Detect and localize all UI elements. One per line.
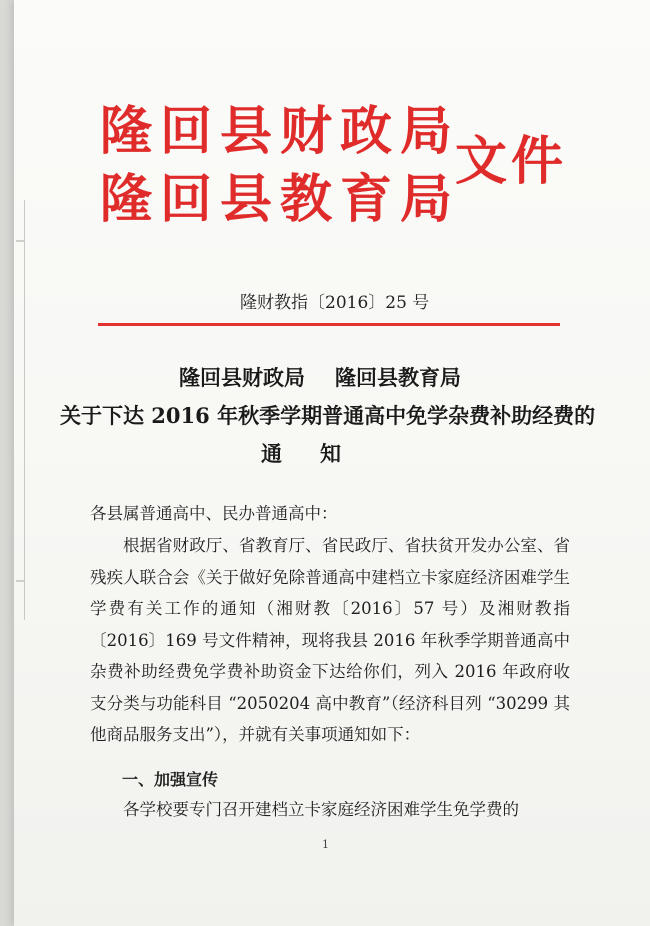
- page-number: 1: [322, 838, 329, 851]
- section-heading-1: 一、加强宣传: [122, 770, 219, 789]
- title-issuer-2: 隆回县教育局: [335, 365, 461, 390]
- binding-edge: [14, 200, 25, 620]
- red-divider: [98, 323, 560, 326]
- notice-title-issuers: [60, 362, 580, 392]
- issuing-dept-1: 隆回县财政局: [100, 102, 461, 162]
- body-paragraph-2: 各学校要专门召开建档立卡家庭经济困难学生免学费的: [123, 800, 519, 819]
- document-number: 隆财教指〔2016〕25 号: [240, 293, 430, 313]
- body-paragraph-1: 根据省财政厅、省教育厅、省民政厅、省扶贫开发办公室、省残疾人联合会《关于做好免除普通高中建档立卡家庭经济困难学生学费有关工作的通知（湘财教〔2016〕57 号）及湘财教指〔2016〕169 号文件精神，现将我县 2016 年秋季学期普通高中杂费补助经费免学费补助资金下达给你们，列入 2016 年政府收支分类与功能科目 “2050204 高中教育”（经济科目列 “30299 其他商品服务支出”），并就有关事项通知如下：: [90, 536, 570, 744]
- salutation: 各县属普通高中、民办普通高中：: [90, 504, 338, 523]
- notice-title-word: 通知: [261, 441, 379, 466]
- notice-title-subject: 关于下达 2016 年秋季学期普通高中免学杂费补助经费的: [60, 403, 596, 428]
- document-label: 文件: [455, 132, 568, 192]
- title-issuer-1: 隆回县财政局: [179, 365, 305, 390]
- issuing-dept-2: 隆回县教育局: [100, 170, 461, 230]
